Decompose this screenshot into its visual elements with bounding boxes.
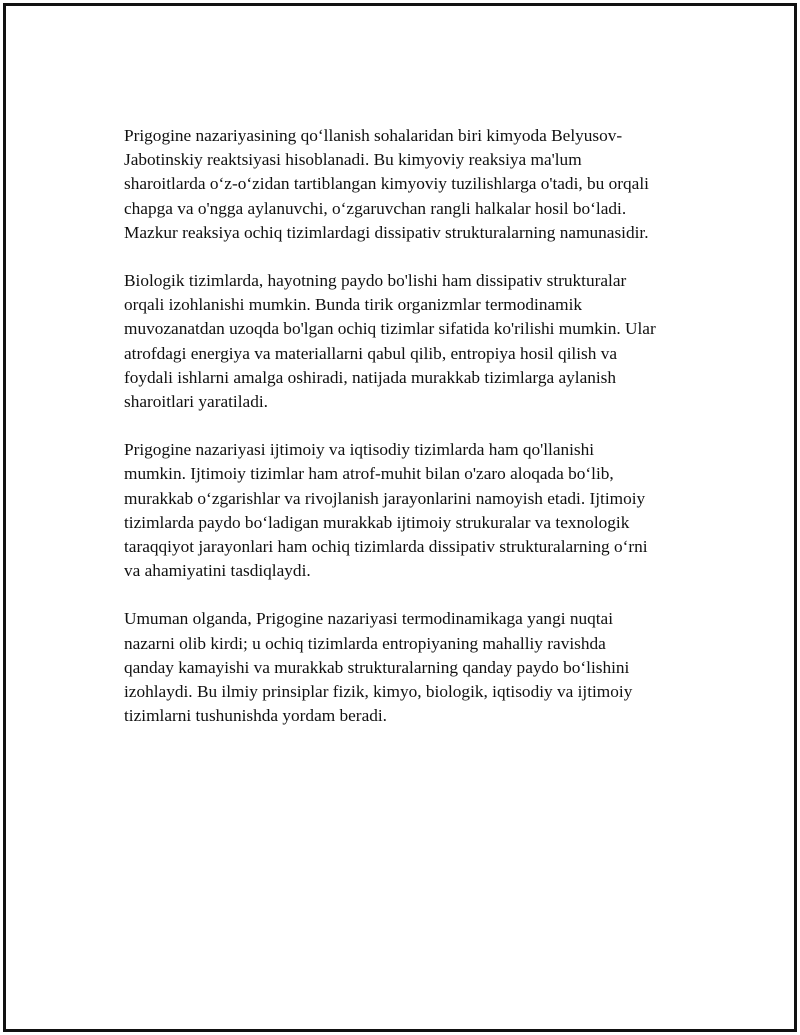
paragraph-line: sharoitlarda o‘z-o‘zidan tartiblangan kimyoviy tuzilishlarga o'tadi, bu orqali <box>124 174 649 194</box>
paragraph-3 <box>124 438 694 583</box>
paragraph-line: Prigogine nazariyasining qo‘llanish sohalaridan biri kimyoda Belyusov- <box>124 126 623 145</box>
paragraph-line: orqali izohlanishi mumkin. Bunda tirik organizmlar termodinamik <box>124 295 583 315</box>
paragraph-line: mumkin. Ijtimoiy tizimlar ham atrof-muhit bilan o'zaro aloqada bo‘lib, <box>124 464 614 484</box>
paragraph-line: qanday kamayishi va murakkab strukturalarning qanday paydo bo‘lishini <box>124 657 630 677</box>
paragraph-line: Jabotinskiy reaktsiyasi hisoblanadi. Bu kimyoviy reaksiya ma'lum <box>124 150 582 170</box>
paragraph-line: va ahamiyatini tasdiqlaydi. <box>124 561 311 581</box>
document-body <box>124 124 694 752</box>
paragraph-line: murakkab o‘zgarishlar va rivojlanish jarayonlarini namoyish etadi. Ijtimoiy <box>124 488 646 508</box>
paragraph-2 <box>124 269 694 414</box>
paragraph-line: chapga va o'ngga aylanuvchi, o‘zgaruvchan rangli halkalar hosil bo‘ladi. <box>124 198 627 218</box>
page-frame <box>3 3 797 1032</box>
paragraph-line: nazarni olib kirdi; u ochiq tizimlarda entropiyaning mahalliy ravishda <box>124 633 606 653</box>
paragraph-line: taraqqiyot jarayonlari ham ochiq tizimlarda dissipativ strukturalarning o‘rni <box>124 537 648 557</box>
paragraph-line: tizimlarni tushunishda yordam beradi. <box>124 706 387 726</box>
paragraph-line: Prigogine nazariyasi ijtimoiy va iqtisodiy tizimlarda ham qo'llanishi <box>124 440 595 460</box>
paragraph-line: izohlaydi. Bu ilmiy prinsiplar fizik, kimyo, biologik, iqtisodiy va ijtimoiy <box>124 682 633 702</box>
paragraph-4 <box>124 607 694 728</box>
paragraph-line: tizimlarda paydo bo‘ladigan murakkab ijtimoiy strukuralar va texnologik <box>124 512 630 532</box>
paragraph-line: atrofdagi energiya va materiallarni qabul qilib, entropiya hosil qilish va <box>124 343 618 363</box>
paragraph-line: Mazkur reaksiya ochiq tizimlardagi dissipativ strukturalarning namunasidir. <box>124 222 649 242</box>
paragraph-line: sharoitlari yaratiladi. <box>124 392 268 412</box>
paragraph-line: foydali ishlarni amalga oshiradi, natijada murakkab tizimlarga aylanish <box>124 367 617 387</box>
paragraph-1 <box>124 124 694 245</box>
paragraph-line: Biologik tizimlarda, hayotning paydo bo'lishi ham dissipativ strukturalar <box>124 271 627 291</box>
paragraph-line: muvozanatdan uzoqda bo'lgan ochiq tizimlar sifatida ko'rilishi mumkin. Ular <box>124 319 656 339</box>
paragraph-line: Umuman olganda, Prigogine nazariyasi termodinamikaga yangi nuqtai <box>124 609 614 629</box>
